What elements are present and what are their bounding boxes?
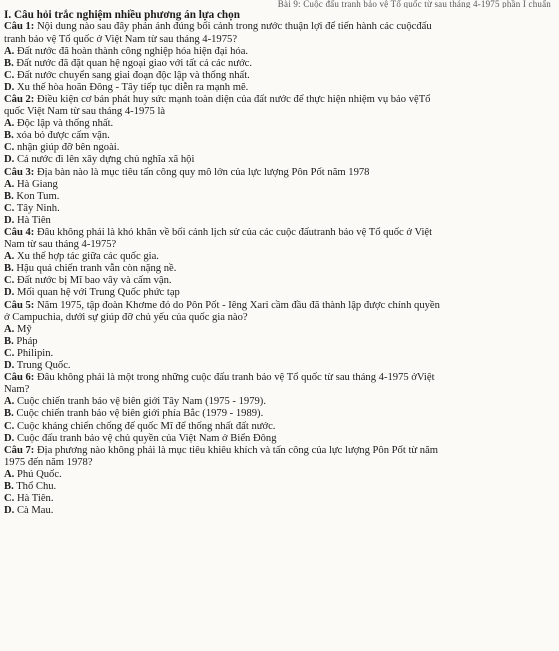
question-text: Nam từ sau tháng 4-1975? [4,239,117,251]
option-text: Độc lập và thống nhất. [16,118,114,130]
question-stem [4,445,551,457]
option-text: Pháp [16,335,38,347]
answer-option [4,46,551,58]
option-text: xóa bỏ được cấm vận. [16,130,110,142]
question-number: Câu 2: [4,93,35,105]
answer-option [4,179,551,191]
option-text: Cuộc chiến tranh bảo vệ biên giới Tây Nam (1975 - 1979). [16,396,266,408]
option-letter: A. [4,45,15,57]
option-text: Trung Quốc. [16,360,71,372]
answer-option [4,191,551,203]
option-text: Đất nước bị Mĩ bao vây và cấm vận. [16,275,172,287]
answer-option [4,70,551,82]
question-text: quốc Việt Nam từ sau tháng 4-1975 là [4,106,166,118]
option-text: Mối quan hệ với Trung Quốc phức tạp [16,287,180,299]
question-number: Câu 4: [4,227,35,238]
answer-option [4,360,551,372]
answer-option [4,118,551,130]
answer-option [4,215,551,227]
question-text: Đâu không phải là khó khăn về bối cảnh lịch sử của các cuộc đấutranh bảo vệ Tổ quốc ở Việt [36,227,433,238]
option-text: Phú Quốc. [16,468,62,480]
option-text: Xu thế hòa hoãn Đông - Tây tiếp tục diễn ra mạnh mẽ. [16,81,249,93]
option-text: Đất nước đã hoàn thành công nghiệp hóa hiện đại hóa. [16,45,249,57]
answer-option [4,421,551,433]
question-5 [4,300,551,373]
question-text: Địa bàn nào là mục tiêu tấn công quy mô lớn của lực lượng Pôn Pốt năm 1978 [36,166,370,178]
question-stem-continued [4,312,551,324]
option-letter: A. [4,468,15,480]
option-text: Cuộc đấu tranh bảo vệ chủ quyền của Việt Nam ở Biển Đông [16,432,277,444]
option-text: Thổ Chu. [16,480,57,492]
option-text: nhận giúp đỡ bên ngoài. [16,142,120,154]
option-text: Cà Mau. [16,505,54,517]
option-text: Tây Ninh. [16,202,60,214]
option-text: Cả nước đi lên xây dựng chủ nghĩa xã hội [16,154,195,166]
answer-option [4,82,551,94]
question-text: Điều kiện cơ bản phát huy sức mạnh toàn diện của đất nước để thực hiện nhiệm vụ bảo vệTổ [36,93,431,105]
option-letter: B. [4,263,14,275]
section-title: I. Câu hỏi trắc nghiệm nhiều phương án lựa chọn [4,9,240,21]
question-text: Năm 1975, tập đoàn Khơme đỏ do Pôn Pốt - Iêng Xari cầm đầu đã thành lập được chính quyền [36,299,440,311]
question-stem-continued [4,34,551,46]
option-letter: B. [4,335,14,347]
answer-option [4,287,551,299]
option-letter: D. [4,360,15,372]
option-text: Hà Tiên [16,214,51,226]
option-text: Philipin. [16,347,54,359]
question-text: ở Campuchia, dưới sự giúp đỡ chủ yếu của quốc gia nào? [4,311,248,323]
answer-option [4,493,551,505]
option-letter: C. [4,275,15,287]
question-3 [4,167,551,227]
option-text: Hậu quả chiến tranh vẫn còn nặng nề. [16,263,177,275]
question-stem [4,300,551,312]
option-letter: B. [4,408,14,420]
answer-option [4,396,551,408]
question-stem-continued [4,384,551,396]
answer-option [4,505,551,517]
option-letter: B. [4,190,14,202]
question-6 [4,372,551,445]
option-letter: C. [4,142,15,154]
question-text: 1975 đến năm 1978? [4,456,93,468]
option-letter: B. [4,57,14,69]
question-text: Nội dung nào sau đây phản ánh đúng bối cảnh trong nước thuận lợi để tiến hành các cuộcđấu [36,21,432,33]
option-letter: C. [4,69,15,81]
answer-option [4,58,551,70]
answer-option [4,154,551,166]
question-text: tranh bảo vệ Tổ quốc ở Việt Nam từ sau tháng 4-1975? [4,33,238,45]
option-letter: C. [4,420,15,432]
option-text: Mỹ [16,323,32,335]
option-text: Đất nước đã đặt quan hệ ngoại giao với tất cả các nước. [16,57,253,69]
option-text: Hà Tiên. [16,493,54,505]
answer-option [4,324,551,336]
answer-option [4,481,551,493]
answer-option [4,433,551,445]
answer-option [4,275,551,287]
answer-option [4,469,551,481]
option-text: Hà Giang [16,178,58,190]
option-letter: B. [4,480,14,492]
question-stem-continued [4,457,551,469]
question-number: Câu 6: [4,372,35,384]
question-stem-continued [4,106,551,118]
question-2 [4,94,551,167]
option-text: Xu thế hợp tác giữa các quốc gia. [16,251,159,263]
answer-option [4,336,551,348]
answer-option [4,142,551,154]
option-letter: A. [4,323,15,335]
question-text: Địa phương nào không phải là mục tiêu khiêu khích và tấn công của lực lượng Pôn Pốt từ năm [36,444,439,456]
question-number: Câu 7: [4,444,35,456]
question-number: Câu 3: [4,166,35,178]
question-stem [4,94,551,106]
question-stem [4,167,551,179]
option-text: Đất nước chuyển sang giai đoạn độc lập và thống nhất. [16,69,250,81]
option-letter: C. [4,493,15,505]
option-letter: D. [4,81,15,93]
question-stem [4,21,551,33]
option-letter: A. [4,178,15,190]
option-letter: D. [4,154,15,166]
option-letter: C. [4,347,15,359]
option-letter: A. [4,396,15,408]
question-text: Nam? [4,384,30,396]
option-letter: D. [4,287,15,299]
option-letter: D. [4,432,15,444]
option-text: Kon Tum. [16,190,60,202]
question-text: Đâu không phải là một trong những cuộc đấu tranh bảo vệ Tổ quốc từ sau tháng 4-1975 ởViệt [36,372,435,384]
option-letter: B. [4,130,14,142]
answer-option [4,203,551,215]
question-stem [4,227,551,239]
answer-option [4,130,551,142]
answer-option [4,408,551,420]
question-stem-continued [4,239,551,251]
answer-option [4,263,551,275]
question-list [4,21,551,517]
cut-off-header: Bài 9: Cuộc đấu tranh bảo vệ Tổ quốc từ sau tháng 4-1975 phần I chuẩn [277,0,551,8]
option-letter: D. [4,505,15,517]
question-number: Câu 1: [4,21,35,33]
question-number: Câu 5: [4,299,35,311]
question-4 [4,227,551,300]
option-text: Cuộc kháng chiến chống đế quốc Mĩ để thống nhất đất nước. [16,420,276,432]
option-letter: C. [4,202,15,214]
option-letter: D. [4,214,15,226]
option-text: Cuộc chiến tranh bảo vệ biên giới phía Bắc (1979 - 1989). [16,408,264,420]
answer-option [4,251,551,263]
option-letter: A. [4,118,15,130]
question-stem [4,372,551,384]
question-7 [4,445,551,518]
option-letter: A. [4,251,15,263]
question-1 [4,21,551,94]
answer-option [4,348,551,360]
